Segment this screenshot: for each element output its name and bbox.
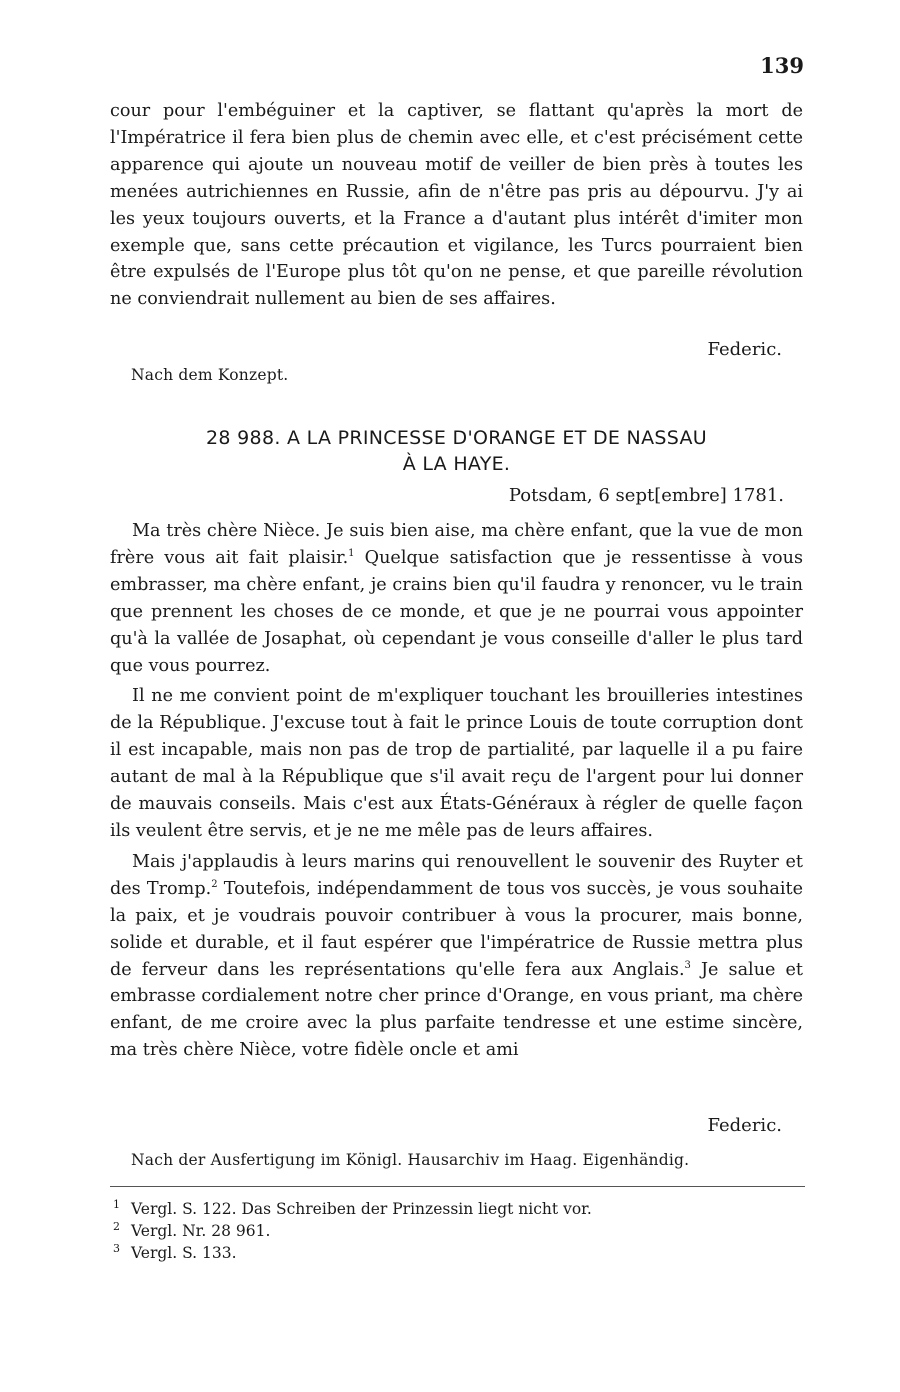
letter-paragraph-3-part-c: Je salue et embrasse cordialement notre cher prince d'Orange, en vous priant, ma chère enfant, de me croire avec la plus parfaite tendresse et une estime sincère, ma très chère Nièce, votre fidèle oncle et ami (110, 959, 803, 1061)
letter-paragraph-3-part-b: Toutefois, indépendamment de tous vos succès, je vous souhaite la paix, et je voudrais pouvoir contribuer à vous la procurer, mais bonne, solide et durable, et il faut espérer que l'impératrice de Russie mettra plus de ferveur dans les représentations qu'elle fera aux Anglais. (110, 878, 804, 980)
letter-paragraph-1-part-b: Quelque satisfaction que je ressentisse à vous embrasser, ma chère enfant, je crains bien qu'il faudra y renoncer, vu le train que prennent les choses de ce monde, et que je ne pourrai vous appointer qu'à la vallée de Josaphat, où cependant je vous conseille d'aller le plus tard que vous pourrez. (110, 547, 803, 676)
source-note-1: Nach dem Konzept. (131, 366, 289, 384)
letter-paragraph-1-part-a: Ma très chère Nièce. Je suis bien aise, ma chère enfant, que la vue de mon frère vous ait fait plaisir. (110, 521, 803, 568)
letter-paragraph-2: Il ne me convient point de m'expliquer touchant les brouilleries intestines de la République. J'excuse tout à fait le prince Louis de toute corruption dont il est incapable, mais non pas de trop de partialité, par laquelle il a pu faire autant de mal à la République que s'il avait reçu de l'argent pour lui donner de mauvais conseils. Mais c'est aux États-Généraux à régler de quelle façon ils veulent être servis, et je ne me mêle pas de leurs affaires. (110, 686, 803, 841)
signature-federic-1: Federic. (707, 339, 782, 360)
letter-body (110, 518, 803, 1068)
letter-heading-line-1: 28 988. A LA PRINCESSE D'ORANGE ET DE NASSAU (206, 427, 707, 449)
letter-heading (110, 425, 803, 477)
letter-heading-line-2: À LA HAYE. (402, 453, 511, 475)
footnote-divider (110, 1186, 805, 1187)
footnote-ref-1: 1 (348, 548, 355, 560)
page-number: 139 (760, 53, 804, 78)
footnote-1: 1 Vergl. S. 122. Das Schreiben der Prinzessin liegt nicht vor. (113, 1197, 592, 1218)
footnotes (113, 1198, 592, 1264)
footnote-2-text: Vergl. Nr. 28 961. (131, 1222, 271, 1240)
letter-dateline: Potsdam, 6 sept[embre] 1781. (508, 485, 784, 506)
footnote-ref-3: 3 (684, 959, 691, 971)
signature-federic-2: Federic. (707, 1115, 782, 1136)
footnote-3-text: Vergl. S. 133. (131, 1244, 237, 1262)
letter-paragraph-3-part-a: Mais j'applaudis à leurs marins qui renouvellent le souvenir des Ruyter et des Tromp. (110, 851, 803, 899)
footnote-2: 2 Vergl. Nr. 28 961. (113, 1219, 271, 1240)
footnote-3: 3 Vergl. S. 133. (113, 1241, 237, 1262)
letter-paragraph-1 (110, 518, 803, 679)
footnote-ref-2: 2 (211, 878, 218, 890)
letter-paragraph-3 (110, 849, 803, 1064)
intro-paragraph: cour pour l'embéguiner et la captiver, se flattant qu'après la mort de l'Impératrice il fera bien plus de chemin avec elle, et c'est précisément cette apparence qui ajoute un nouveau motif de veiller de bien près à toutes les menées autrichiennes en Russie, afin de n'être pas pris au dépourvu. J'y ai les yeux toujours ouverts, et la France a d'autant plus intérêt d'imiter mon exemple que, sans cette précaution et vigilance, les Turcs pourraient bien être expulsés de l'Europe plus tôt qu'on ne pense, et que pareille révolution ne conviendrait nullement au bien de ses affaires. (110, 101, 803, 310)
footnote-1-text: Vergl. S. 122. Das Schreiben der Prinzessin liegt nicht vor. (131, 1200, 592, 1218)
source-note-2: Nach der Ausfertigung im Königl. Hausarchiv im Haag. Eigenhändig. (131, 1151, 690, 1169)
